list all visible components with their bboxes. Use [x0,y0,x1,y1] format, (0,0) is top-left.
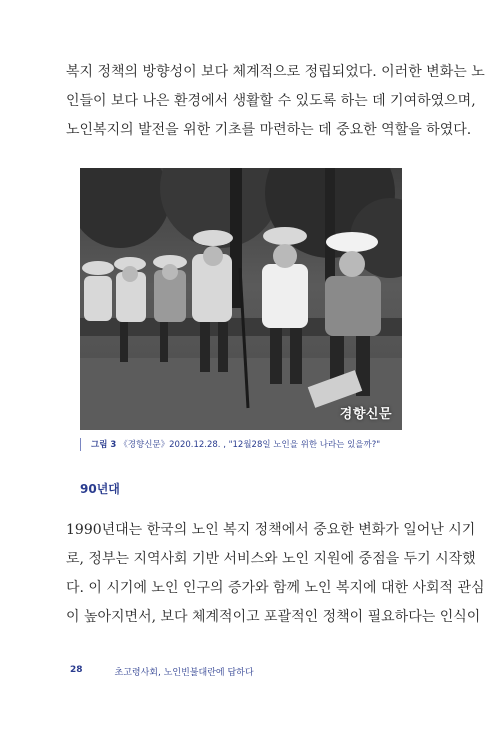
page-number: 28 [70,665,83,675]
intro-paragraph [66,58,485,145]
page-footer [70,665,254,678]
text-line: 복지 정책의 방향성이 보다 체계적으로 정립되었다. 이러한 변화는 노 [66,64,485,80]
caption-label: 그림 3 [91,440,117,450]
photo-illustration [80,168,402,430]
caption-divider [80,438,81,451]
historical-photo [80,168,402,430]
photo-watermark: 경향신문 [339,407,392,422]
text-line: 인들이 보다 나은 환경에서 생활할 수 있도록 하는 데 기여하였으며, [66,93,476,109]
text-line: 노인복지의 발전을 위한 기초를 마련하는 데 중요한 역할을 하였다. [66,122,472,138]
section-heading: 90년대 [80,482,120,496]
text-line: 로, 정부는 지역사회 기반 서비스와 노인 지원에 중점을 두기 시작했 [66,551,476,567]
text-line: 이 높아지면서, 보다 체계적이고 포괄적인 정책이 필요하다는 인식이 [66,609,481,625]
text-line: 다. 이 시기에 노인 인구의 증가와 함께 노인 복지에 대한 사회적 관심 [66,580,485,596]
figure-caption [80,436,380,452]
section-paragraph [66,516,485,632]
book-title: 초고령사회, 노인빈불대란에 답하다 [114,668,254,678]
caption-text: 《경향신문》2020.12.28. , "12월28일 노인을 위한 나라는 있을까?" [119,440,381,450]
text-line: 1990년대는 한국의 노인 복지 정책에서 중요한 변화가 일어난 시기 [66,522,476,538]
